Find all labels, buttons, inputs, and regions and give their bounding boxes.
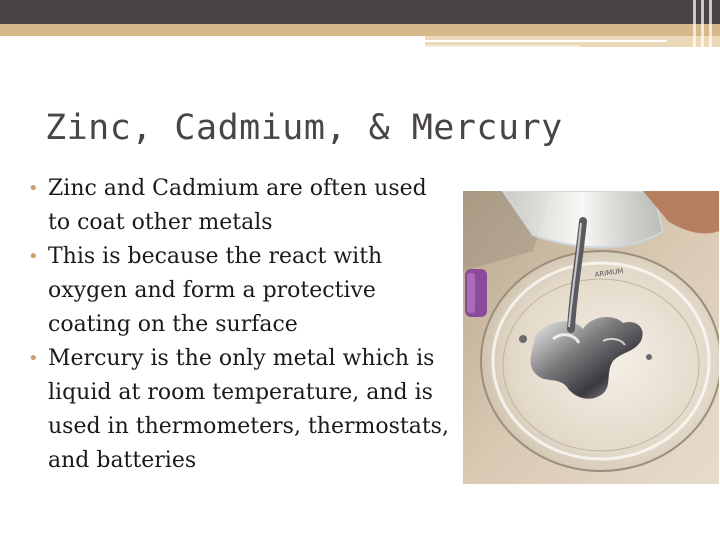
bullet-text: Mercury is the only metal which is liquid at room temperature, and is used in thermometers, thermostats, and batteries bbox=[48, 346, 449, 473]
bullet-item bbox=[24, 240, 454, 342]
header-accent-line bbox=[425, 40, 667, 42]
beaker-label: ARIMUM bbox=[594, 267, 624, 279]
bullet-icon: • bbox=[28, 246, 39, 267]
header-accent-line bbox=[425, 45, 580, 47]
bullet-list bbox=[24, 172, 454, 478]
slide-title: Zinc, Cadmium, & Mercury bbox=[45, 108, 563, 148]
header-side-stripes bbox=[690, 0, 720, 47]
bullet-item bbox=[24, 172, 454, 240]
header-gold-band bbox=[0, 24, 720, 36]
bullet-icon: • bbox=[28, 348, 39, 369]
bullet-icon: • bbox=[28, 178, 39, 199]
mercury-petri-dish-photo bbox=[463, 191, 719, 484]
bullet-text: Zinc and Cadmium are often used to coat other metals bbox=[48, 176, 427, 235]
header-band bbox=[0, 0, 720, 24]
bullet-text: This is because the react with oxygen and form a protective coating on the surface bbox=[48, 244, 383, 337]
bullet-item bbox=[24, 342, 454, 478]
